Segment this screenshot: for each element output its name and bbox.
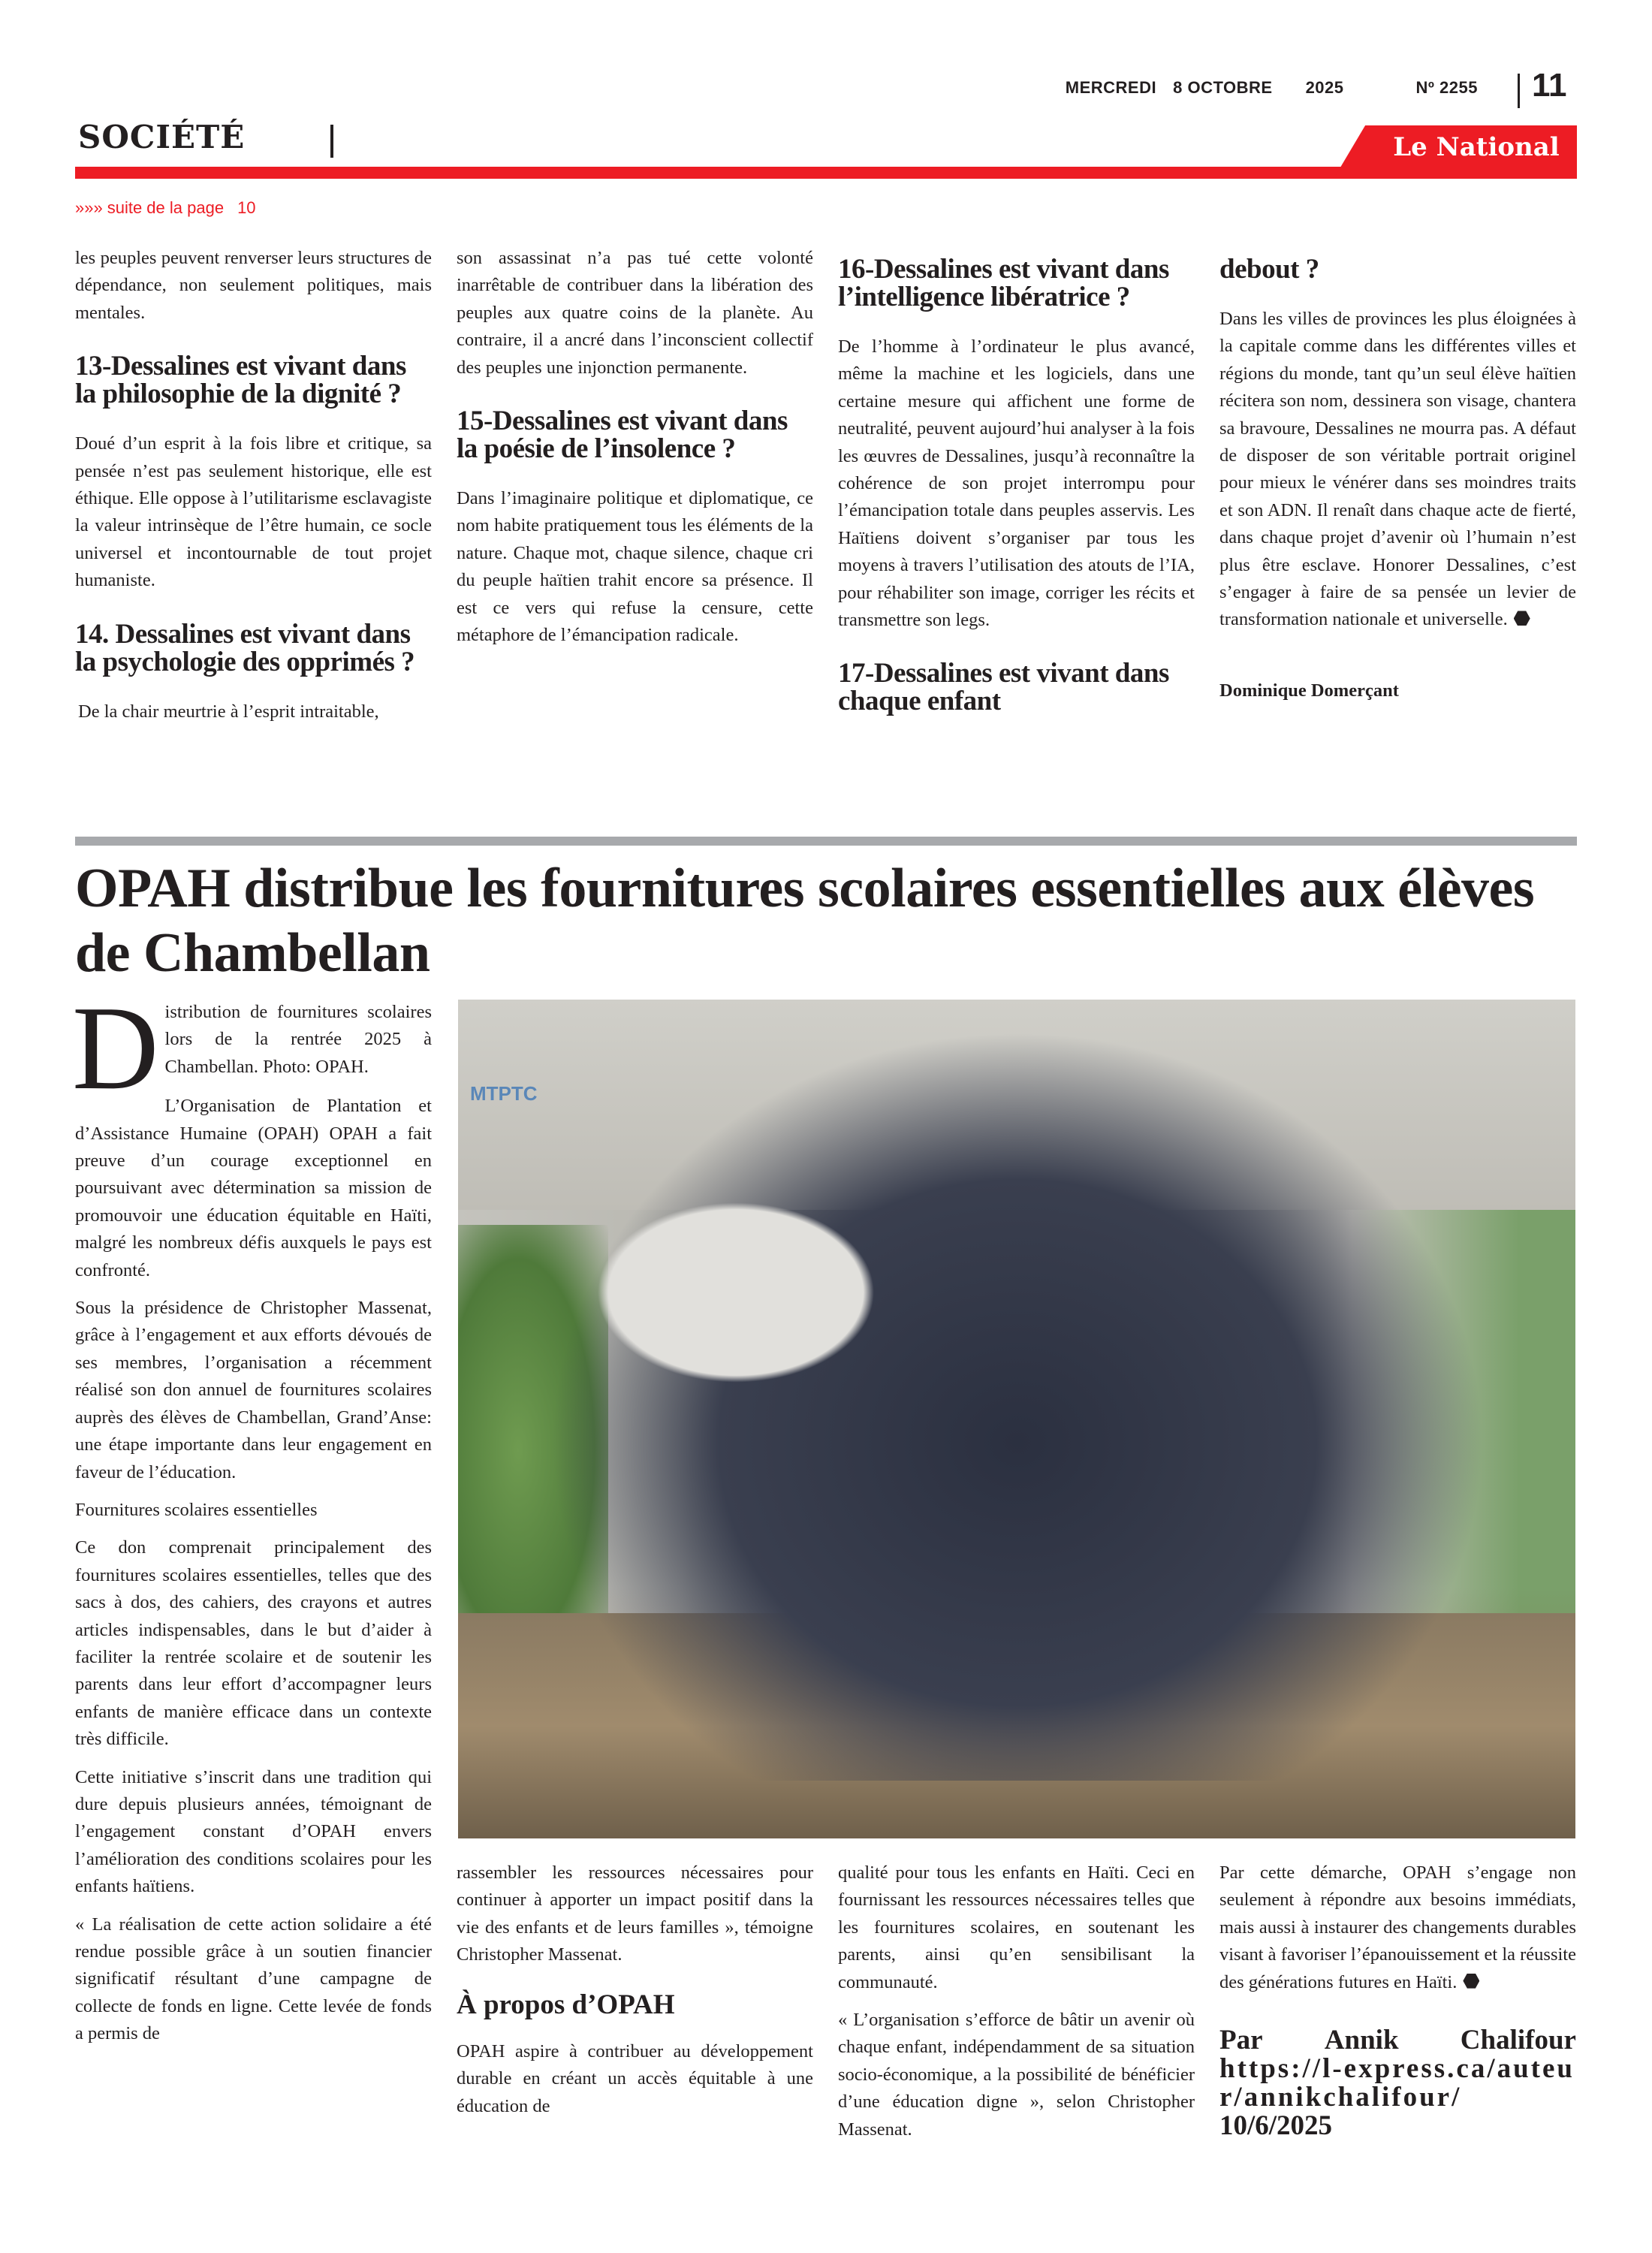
paragraph: Sous la présidence de Christopher Massenat, grâce à l’engagement et aux efforts dévoués de ses membres, l’organisation a récemment réalisé son don annuel de fournitures scolaires auprès des élèves de Chambellan, Grand’Anse: une étape importante dans leur engagement en faveur de l’éducation. [75, 1298, 432, 1482]
date-date: 8 OCTOBRE [1173, 78, 1273, 97]
subheading-17-continued: debout ? [1219, 254, 1319, 285]
photo-group-of-children [548, 1030, 1487, 1781]
article-separator-rule [75, 837, 1577, 846]
page-number-divider [1518, 74, 1520, 108]
main-article-column-1 [75, 1093, 432, 2047]
paragraph: les peuples peuvent renverser leurs structures de dépendance, non seulement politiques, mais mentales. [75, 248, 432, 323]
caption-text: istribution de fournitures scolaires lors de la rentrée 2025 à Chambellan. Photo: OPAH. [164, 1002, 432, 1077]
photo-wall-text: MTPTC [470, 1082, 538, 1105]
article-photo [458, 1000, 1575, 1838]
section-divider [330, 125, 333, 158]
top-article-column-4 [1219, 255, 1576, 704]
top-article-column-2 [457, 245, 813, 659]
paragraph [1219, 306, 1576, 634]
paragraph-text: Par cette démarche, OPAH s’engage non seulement à répondre aux besoins immédiats, mais aussi à instaurer des changements durables visant à favoriser l’épanouissement et la réussite des générations futures en Haïti. [1219, 1862, 1576, 1992]
author-prefix: Par [1219, 2025, 1263, 2056]
author-first-name: Annik [1324, 2025, 1399, 2056]
top-article-column-1 [75, 245, 432, 736]
date-year: 2025 [1305, 78, 1344, 97]
dateline [1066, 78, 1478, 98]
paragraph: rassembler les ressources nécessaires pour continuer à apporter un impact positif dans la vie des enfants et de leurs familles », témoigne Christopher Massenat. [457, 1862, 813, 1965]
subheading-13: 13-Dessalines est vivant dans la philosophie de la dignité ? [75, 351, 406, 410]
article-headline: OPAH distribue les fournitures scolaires essentielles aux élèves de Chambellan [75, 858, 1535, 984]
continued-page: 10 [237, 198, 256, 217]
paragraph: « L’organisation s’efforce de bâtir un avenir où chaque enfant, indépendamment de sa situation socio-économique, a la possibilité de bénéficier d’une éducation digne », selon Christopher Massenat. [838, 2010, 1195, 2140]
paragraph-text: Dans les villes de provinces les plus éloignées à la capitale comme dans les différentes villes et régions du monde, tant qu’un seul élève haïtien récitera son nom, dessinera son visage, chantera sa bravoure, Dessalines ne mourra pas. A défaut de disposer de son véritable portrait originel pour mieux le vénérer dans ses moindres traits et son ADN. Il renaît dans chaque acte de fierté, dans chaque projet d’avenir où l’humain n’est plus être esclave. Honorer Dessalines, c’est s’engager à faire de sa pensée un levier de transformation nationale et universelle. [1219, 309, 1576, 630]
subheading-17: 17-Dessalines est vivant dans chaque enfant [838, 658, 1169, 717]
continued-from-link[interactable] [75, 198, 256, 218]
section-title: SOCIÉTÉ [78, 119, 246, 155]
paragraph: Cette initiative s’inscrit dans une tradition qui dure depuis plusieurs années, témoignant de l’engagement constant d’OPAH envers l’amélioration des conditions scolaires pour les enfants haïtiens. [75, 1766, 432, 1897]
page-number: 11 [1532, 67, 1567, 104]
end-of-article-icon [1514, 611, 1530, 626]
paragraph: qualité pour tous les enfants en Haïti. Ceci en fournissant les ressources nécessaires telles que les fournitures scolaires, en soutenant les parents, ainsi qu’en sensibilisant la communauté. [838, 1862, 1195, 1992]
author-name [1219, 2026, 1576, 2055]
author-byline: Dominique Domerçant [1219, 680, 1399, 701]
paragraph: De la chair meurtrie à l’esprit intraitable, [78, 701, 379, 722]
end-of-article-icon [1463, 1974, 1479, 1989]
author-url-link[interactable]: https://l-express.ca/auteur/annikchalifour/ [1219, 2053, 1575, 2113]
paragraph: Dans l’imaginaire politique et diplomatique, ce nom habite pratiquement tous les éléments de la nature. Chaque mot, chaque silence, chaque cri du peuple haïtien trahit encore sa présence. Il est ce vers qui refuse la censure, cette métaphore de l’émancipation radicale. [457, 488, 813, 646]
paragraph: son assassinat n’a pas tué cette volonté inarrêtable de contribuer dans la libération des peuples aux quatre coins de la planète. Au contraire, il a ancré dans l’inconscient collectif des peuples une injonction permanente. [457, 248, 813, 378]
author-date: 10/6/2025 [1219, 2110, 1333, 2142]
author-last-name: Chalifour [1460, 2025, 1576, 2056]
subheading-15: 15-Dessalines est vivant dans la poésie de l’insolence ? [457, 406, 788, 465]
paragraph: L’Organisation de Plantation et d’Assistance Humaine (OPAH) OPAH a fait preuve d’un courage exceptionnel en poursuivant avec détermination sa mission de promouvoir une éducation équitable en Haïti, malgré les nombreux défis auxquels le pays est confronté. [75, 1096, 432, 1280]
continued-arrows-icon: »»» [75, 198, 103, 217]
subhead-fournitures: Fournitures scolaires essentielles [75, 1499, 318, 1520]
main-article-column-2 [457, 1859, 813, 2131]
about-heading: À propos d’OPAH [457, 1989, 675, 2020]
paragraph: Doué d’un esprit à la fois libre et critique, sa pensée n’est pas seulement historique, elle est éthique. Elle oppose à l’utilitarisme esclavagiste la valeur intrinsèque de l’être humain, ce socle universel et incontournable de tout projet humaniste. [75, 433, 432, 591]
paragraph: OPAH aspire à contribuer au développement durable en créant un accès équitable à une éducation de [457, 2041, 813, 2116]
main-article-column-3 [838, 1859, 1195, 2154]
issue-number: Nº 2255 [1415, 78, 1478, 97]
subheading-16: 16-Dessalines est vivant dans l’intelligence libératrice ? [838, 254, 1169, 312]
paragraph: « La réalisation de cette action solidaire a été rendue possible grâce à un soutien financier significatif résultant d’une campagne de collecte de fonds en ligne. Cette levée de fonds a permis de [75, 1914, 432, 2044]
paragraph: De l’homme à l’ordinateur le plus avancé, même la machine et les logiciels, dans une certaine mesure qui affichent une forme de neutralité, peuvent aujourd’hui analyser à la fois les œuvres de Dessalines, jusqu’à reconnaître la cohérence de son projet interrompu pour l’émancipation totale dans peuples asservis. Les Haïtiens doivent s’organiser par tous les moyens à travers l’utilisation des atouts de l’IA, pour réhabiliter son image, corriger les récits et transmettre son legs. [838, 336, 1195, 631]
drop-cap: D [72, 981, 159, 1114]
top-article-column-3 [838, 255, 1195, 737]
subheading-14: 14. Dessalines est vivant dans la psychologie des opprimés ? [75, 618, 415, 677]
newspaper-brand: Le National [1393, 132, 1560, 162]
date-day: MERCREDI [1065, 78, 1157, 97]
paragraph: Ce don comprenait principalement des fournitures scolaires essentielles, telles que des sacs à dos, des cahiers, des crayons et autres articles indispensables, dans le but d’aider à faciliter la rentrée scolaire et de soutenir les parents dans leur effort d’accompagner leurs enfants de manière efficace dans un contexte très difficile. [75, 1537, 432, 1750]
author-credit [1219, 2026, 1576, 2140]
photo-caption [72, 981, 432, 2058]
continued-text: suite de la page [107, 198, 225, 217]
paragraph [1219, 1859, 1576, 1996]
main-article-column-4 [1219, 1859, 1576, 2140]
